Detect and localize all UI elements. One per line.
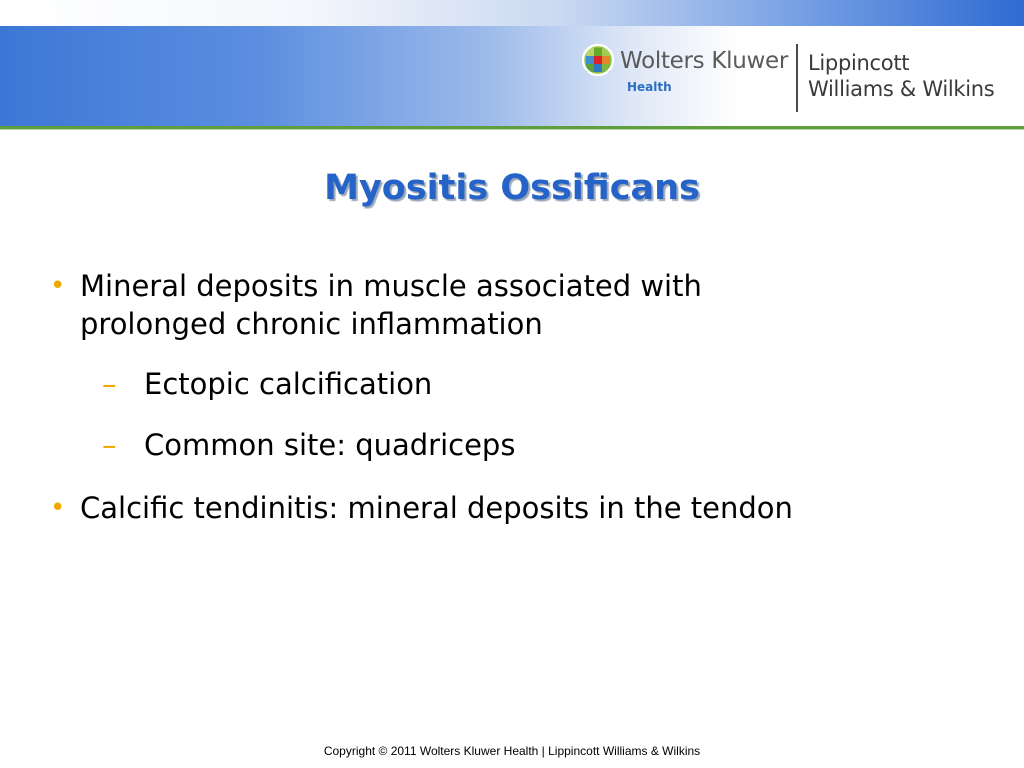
bullet-glyph: • bbox=[50, 271, 66, 301]
publisher-logo bbox=[580, 42, 1024, 112]
sub-bullet-glyph: – bbox=[102, 367, 117, 401]
logo-company-name: Wolters Kluwer bbox=[620, 48, 789, 74]
decorative-squares bbox=[0, 0, 60, 26]
sub-bullet-text: Ectopic calcification bbox=[144, 367, 433, 401]
sub-bullet-text: Common site: quadriceps bbox=[144, 428, 516, 462]
wolters-kluwer-globe-icon bbox=[582, 44, 614, 76]
logo-divider bbox=[796, 44, 798, 112]
bullet-text-line: prolonged chronic inflammation bbox=[80, 307, 543, 341]
header-top-strip bbox=[0, 0, 1024, 26]
logo-imprint-line-2: Williams & Wilkins bbox=[808, 77, 995, 101]
bullet-glyph: • bbox=[50, 493, 66, 523]
header-divider-shadow bbox=[0, 129, 1024, 130]
bullet-text-line: Mineral deposits in muscle associated with bbox=[80, 269, 702, 303]
slide-title: Myositis Ossificans bbox=[324, 168, 700, 208]
footer-copyright: Copyright © 2011 Wolters Kluwer Health | Lippincott Williams & Wilkins bbox=[323, 744, 701, 758]
bullet-text-line: Calcific tendinitis: mineral deposits in the tendon bbox=[80, 491, 793, 525]
logo-imprint-line-1: Lippincott bbox=[808, 51, 910, 75]
sub-bullet-glyph: – bbox=[102, 428, 117, 462]
logo-division: Health bbox=[627, 80, 672, 94]
logo-imprint bbox=[808, 50, 994, 102]
